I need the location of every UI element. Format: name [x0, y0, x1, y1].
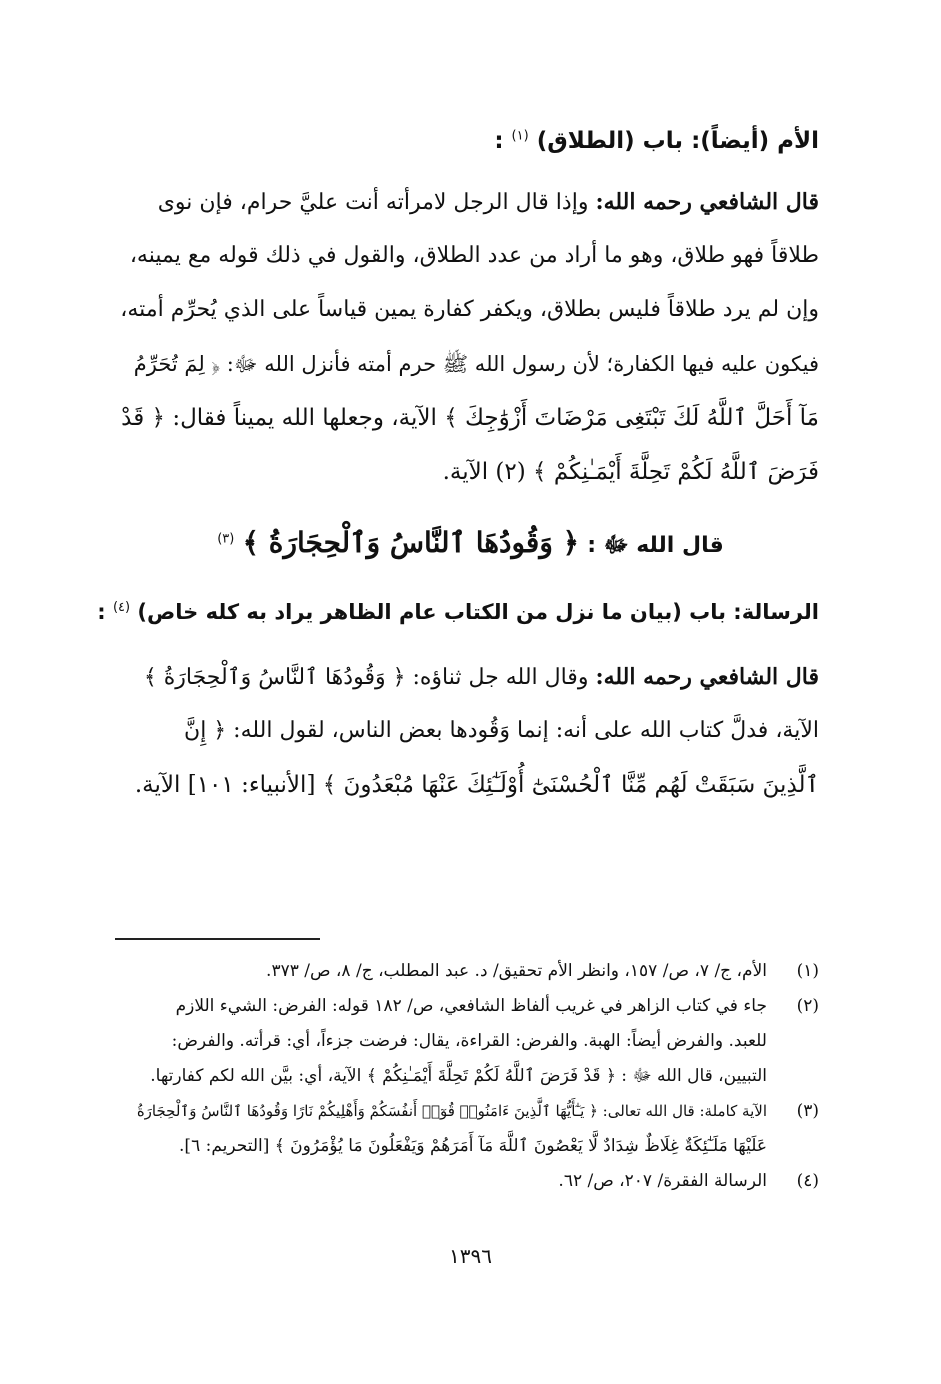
footnote-line: الأم، ج/ ٧، ص/ ١٥٧، وانظر الأم تحقيق/ د. عبد المطلب، ج/ ٨، ص/ ٣٧٣.	[266, 961, 767, 981]
line-text: وقال الله جل ثناؤه: ﴿ وَقُودُهَا ٱلنَّاسُ وَٱلْحِجَارَةُ ﴾	[143, 665, 596, 690]
footnote-number: (٢)	[796, 996, 819, 1016]
section2-body	[119, 650, 819, 812]
section-heading-text: الأم (أيضاً): باب (الطلاق)	[536, 128, 819, 154]
footnote-line: الآية كاملة: قال الله تعالى: ﴿ يَـٰٓأَيُّهَا ٱلَّذِينَ ءَامَنُوا۟ قُوٓا۟ أَنفُسَكُمْ وَأَهْلِيكُمْ نَارًا وَقُودُهَا ٱلنَّاسُ وَٱلْحِجَارَةُ	[136, 1102, 767, 1120]
footnote-separator	[115, 938, 320, 940]
paragraph-line	[119, 650, 819, 704]
paragraph-line	[119, 445, 819, 499]
footnote-number: (١)	[796, 961, 819, 981]
heading-colon: :	[494, 128, 504, 154]
footnote-number: (٣)	[796, 1101, 819, 1121]
section-heading-text: الرسالة: باب (بيان ما نزل من الكتاب عام الظاهر يراد به كله خاص)	[137, 600, 819, 624]
line-text: الآية، فدلَّ كتاب الله على أنه: إنما وَقُودها بعض الناس، لقول الله: ﴿ إِنَّ	[184, 718, 819, 743]
footnote	[119, 954, 819, 989]
paragraph-line	[119, 175, 819, 229]
line-text: طلاقاً فهو طلاق، وهو ما أراد من عدد الطلاق، والقول في ذلك قوله مع يمينه،	[129, 243, 819, 268]
speaker-lead: قال الشافعي رحمه الله:	[595, 189, 819, 215]
section-heading-al-umm	[494, 128, 819, 154]
speaker-lead: قال الشافعي رحمه الله:	[595, 664, 819, 690]
paragraph-line	[119, 229, 819, 283]
footnote	[119, 1094, 819, 1164]
line-text: فَرَضَ ٱللَّهُ لَكُمْ تَحِلَّةَ أَيْمَـٰنِكُمْ ﴾ (٢) الآية.	[442, 459, 819, 485]
line-text: وإذا قال الرجل لامرأته أنت عليَّ حرام، فإن نوى	[157, 190, 596, 215]
paragraph-line	[119, 704, 819, 758]
verse-text: ﴿ وَقُودُهَا ٱلنَّاسُ وَٱلْحِجَارَةُ ﴾	[242, 526, 579, 559]
line-text: فيكون عليه فيها الكفارة؛ لأن رسول الله ﷺ حرم أمته فأنزل الله ﷻ: ﴿ لِمَ تُحَرِّمُ	[133, 352, 819, 376]
line-text: وإن لم يرد طلاقاً فليس بطلاق، ويكفر كفارة يمين قياساً على الذي يُحرِّم أمته،	[120, 297, 819, 322]
footnote	[119, 1164, 819, 1199]
paragraph-line	[119, 283, 819, 337]
footnote-line: للعبد. والفرض أيضاً: الهبة. والفرض: القراءة، يقال: فرضت جزءاً، أي: قرأته. والفرض:	[171, 1031, 767, 1051]
footnote-ref-1[interactable]: (١)	[511, 128, 529, 144]
footnote-line: عَلَيْهَا مَلَـٰٓئِكَةٌ غِلَاظٌ شِدَادٌ لَّا يَعْصُونَ ٱللَّهَ مَآ أَمَرَهُمْ وَيَفْعَلُونَ مَا يُؤْمَرُونَ ﴾ [التحريم: ٦].	[179, 1136, 767, 1156]
paragraph-line	[119, 337, 819, 391]
verse-heading	[0, 526, 941, 563]
footnote-ref-3[interactable]: (٣)	[217, 531, 235, 547]
footnote-number: (٤)	[796, 1171, 819, 1191]
paragraph-line	[119, 758, 819, 812]
section1-body	[119, 175, 819, 499]
line-text: ٱلَّذِينَ سَبَقَتْ لَهُم مِّنَّا ٱلْحُسْنَىٰٓ أُوْلَـٰٓئِكَ عَنْهَا مُبْعَدُونَ ﴾ [الأنبياء: ١٠١] الآية.	[134, 772, 819, 798]
section-heading-al-risala	[97, 600, 819, 624]
footnote	[119, 989, 819, 1094]
verse-label: قال الله ﷻ :	[587, 533, 724, 558]
page-number: ١٣٩٦	[449, 1244, 492, 1268]
footnote-line: جاء في كتاب الزاهر في غريب ألفاظ الشافعي، ص/ ١٨٢ قوله: الفرض: الشيء اللازم	[175, 996, 767, 1016]
footnote-ref-4[interactable]: (٤)	[112, 600, 131, 615]
footnote-line: التبيين، قال الله ﷻ : ﴿ قَدْ فَرَضَ ٱللَّهُ لَكُمْ تَحِلَّةَ أَيْمَـٰنِكُمْ ﴾ الآية، أي: بيَّن الله لكم كفارتها.	[150, 1066, 767, 1086]
footnote-line: الرسالة الفقرة/ ٢٠٧، ص/ ٦٢.	[558, 1171, 767, 1191]
line-text: مَآ أَحَلَّ ٱللَّهُ لَكَ تَبْتَغِى مَرْضَاتَ أَزْوَٰجِكَ ﴾ الآية، وجعلها الله يميناً فقال: ﴿ قَدْ	[121, 405, 819, 431]
heading-colon: :	[97, 600, 106, 624]
footnotes	[119, 954, 819, 1199]
paragraph-line	[119, 391, 819, 445]
